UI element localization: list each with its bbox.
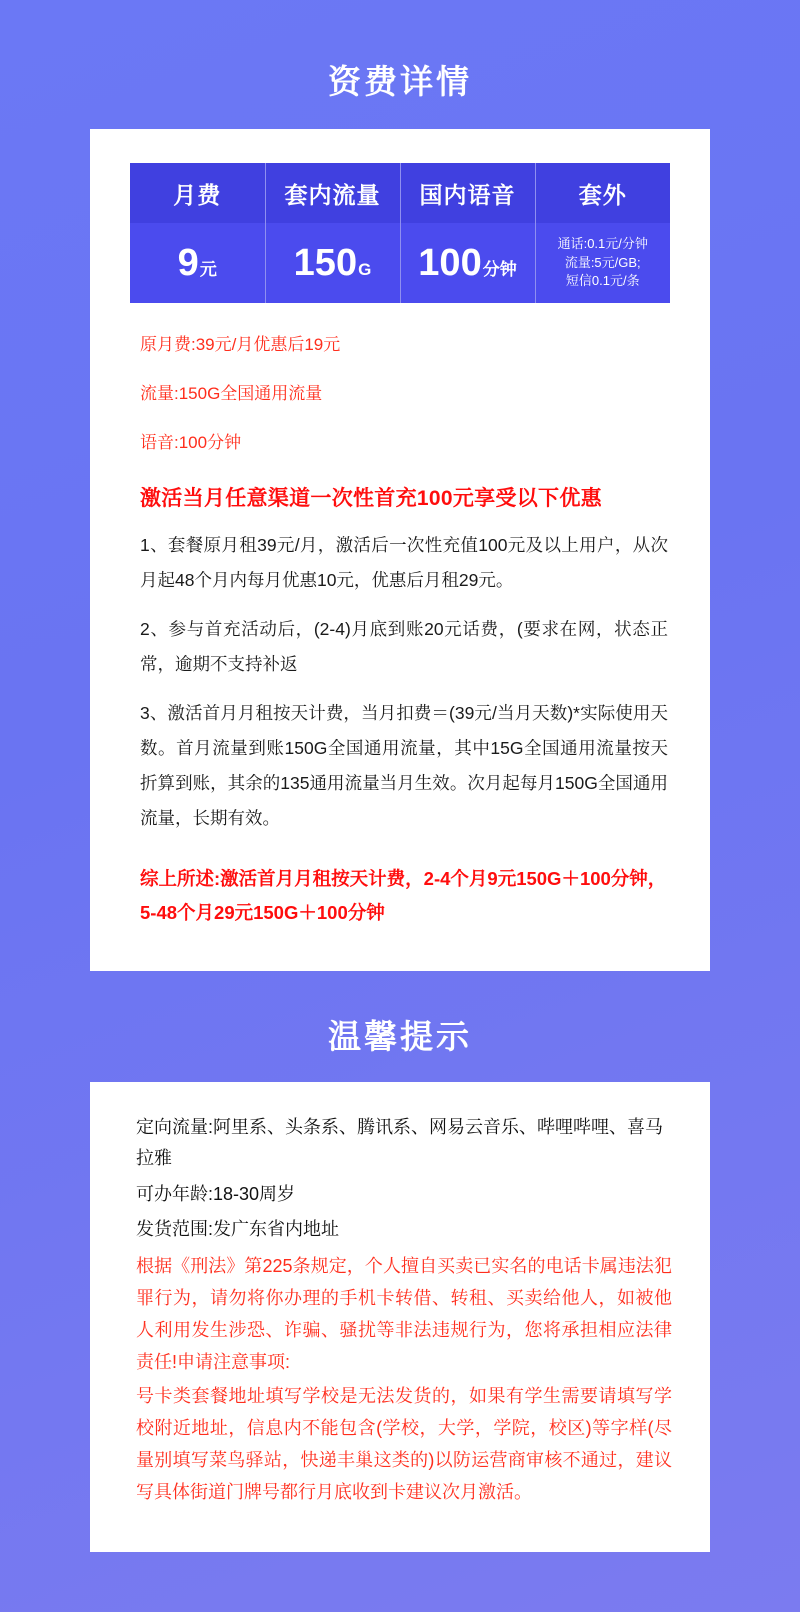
promo-term-2: 2、参与首充活动后，(2-4)月底到账20元话费，(要求在网，状态正常，逾期不支持补返 [140,619,668,675]
promo-heading: 激活当月任意渠道一次性首充100元享受以下优惠 [140,486,602,510]
cell-domestic-voice [400,223,535,303]
rate-sms: 短信0.1元/条 [565,273,640,289]
page-title-tips: 温馨提示 [328,1017,472,1055]
column-header-domestic-voice: 国内语音 [400,163,535,223]
column-header-monthly-fee: 月费 [130,163,265,223]
tip-legal-warning: 根据《刑法》第225条规定，个人擅自买卖已实名的电话卡属违法犯罪行为，请勿将你办理的手机卡转借、转租、买卖给他人，如被他人利用发生涉恐、诈骗、骚扰等非法违规行为，您将承担相应法律责任!申请注意事项: [136,1255,672,1372]
cell-out-of-plan [535,223,670,303]
promo-summary-line-1: 综上所述:激活首月月租按天计费，2-4个月9元150G＋100分钟， [140,868,667,890]
value-included-data: 150G [293,242,372,284]
tariff-card [90,129,710,971]
tariff-body [90,331,710,931]
promo-summary [140,862,668,930]
value-domestic-voice: 100分钟 [418,242,517,284]
promo-term-3: 3、激活首月月租按天计费，当月扣费＝(39元/当月天数)*实际使用天数。首月流量到账150G全国通用流量，其中15G全国通用流量按天折算到账，其余的135通用流量当月生效。次月起每月150G全国通用流量，长期有效。 [140,703,668,829]
column-header-out-of-plan: 套外 [535,163,670,223]
tip-address-rules: 号卡类套餐地址填写学校是无法发货的，如果有学生需要请填写学校附近地址，信息内不能包含(学校，大学，学院，校区)等字样(尽量别填写菜鸟驿站，快递丰巢这类的)以防运营商审核不通过，建议写具体街道门牌号都行月底收到卡建议次月激活。 [136,1385,672,1502]
tips-body [90,1112,710,1508]
tips-card [90,1082,710,1552]
cell-included-data [265,223,400,303]
note-data: 流量:150G全国通用流量 [140,384,323,404]
tip-age-range: 可办年龄:18-30周岁 [136,1183,296,1204]
note-original-price: 原月费:39元/月优惠后19元 [140,335,341,354]
price-table-value-row [130,223,670,303]
out-of-plan-rates [537,235,670,292]
page-title-tariff: 资费详情 [328,63,472,100]
rate-call: 通话:0.1元/分钟 [557,235,648,251]
cell-monthly-fee [130,223,265,303]
note-voice: 语音:100分钟 [140,433,242,453]
column-header-included-data: 套内流量 [265,163,400,223]
tip-directed-data: 定向流量:阿里系、头条系、腾讯系、网易云音乐、哔哩哔哩、喜马拉雅 [136,1116,663,1168]
price-table [130,163,670,303]
promo-summary-line-2: 5-48个月29元150G＋100分钟 [140,902,385,924]
value-monthly-fee: 9元 [177,242,217,284]
price-table-header-row [130,163,670,223]
tip-shipping-area: 发货范围:发广东省内地址 [136,1219,339,1239]
rate-data: 流量:5元/GB; [564,254,641,270]
promo-term-1: 1、套餐原月租39元/月，激活后一次性充值100元及以上用户，从次月起48个月内每月优惠10元，优惠后月租29元。 [140,535,668,591]
